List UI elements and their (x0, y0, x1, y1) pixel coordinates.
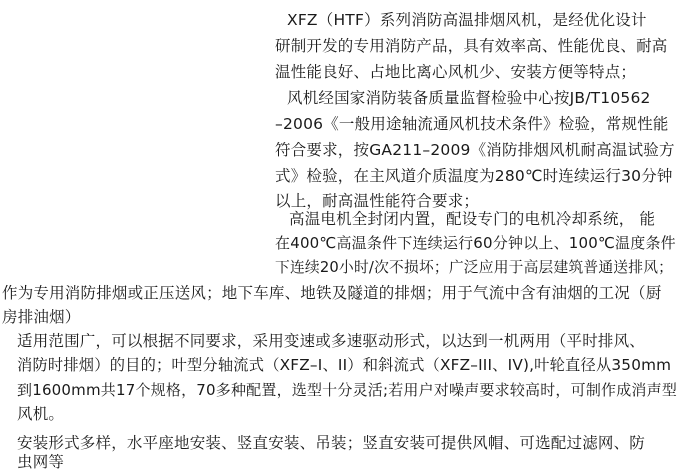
text-line: 在400℃高温条件下连续运行60分钟以上、100℃温度条件 (275, 234, 676, 252)
text-line: 高温电机全封闭内置，配设专门的电机冷却系统， 能 (289, 210, 656, 228)
text-line: 温性能良好、占地比离心风机少、安装方便等特点； (275, 63, 637, 81)
text-line: 以上，耐高温性能符合要求； (275, 192, 480, 210)
text-line: 到1600mm共17个规格，70多种配置，选型十分灵活;若用户对噪声要求较高时，可制作成消声型 (17, 381, 678, 399)
text-line: XFZ（HTF）系列消防高温排烟风机，是经优化设计 (287, 11, 647, 29)
text-line: 风机。 (17, 405, 65, 423)
text-line: 房排油烟） (2, 308, 81, 326)
text-line: 作为专用消防排烟或正压送风；地下车库、地铁及隧道的排烟；用于气流中含有油烟的工况（厨 (2, 284, 662, 302)
text-line: 适用范围广，可以根据不同要求，采用变速或多速驱动形式，以达到一机两用（平时排风、 (17, 332, 646, 350)
text-line: –2006《一般用途轴流通风机技术条件》检验，常规性能 (275, 115, 669, 133)
text-line: 研制开发的专用消防产品，具有效率高、性能优良、耐高 (275, 37, 668, 55)
text-line: 风机经国家消防装备质量监督检验中心按JB/T10562 (287, 89, 651, 107)
text-line: 虫网等 (17, 453, 65, 471)
text-line: 安装形式多样，水平座地安装、竖直安装、吊装；竖直安装可提供风帽、可选配过滤网、防 (17, 434, 646, 452)
text-line: 式》检验，在主风道介质温度为280℃时连续运行30分钟 (275, 167, 673, 185)
text-line: 下连续20小时/次不损坏；广泛应用于高层建筑普通送排风； (275, 259, 674, 276)
text-line: 消防时排烟）的目的；叶型分轴流式（XFZ–I、II）和斜流式（XFZ–III、IV),叶轮直径从350mm (17, 356, 672, 374)
text-line: 符合要求，按GA211–2009《消防排烟风机耐高温试验方 (275, 141, 675, 159)
